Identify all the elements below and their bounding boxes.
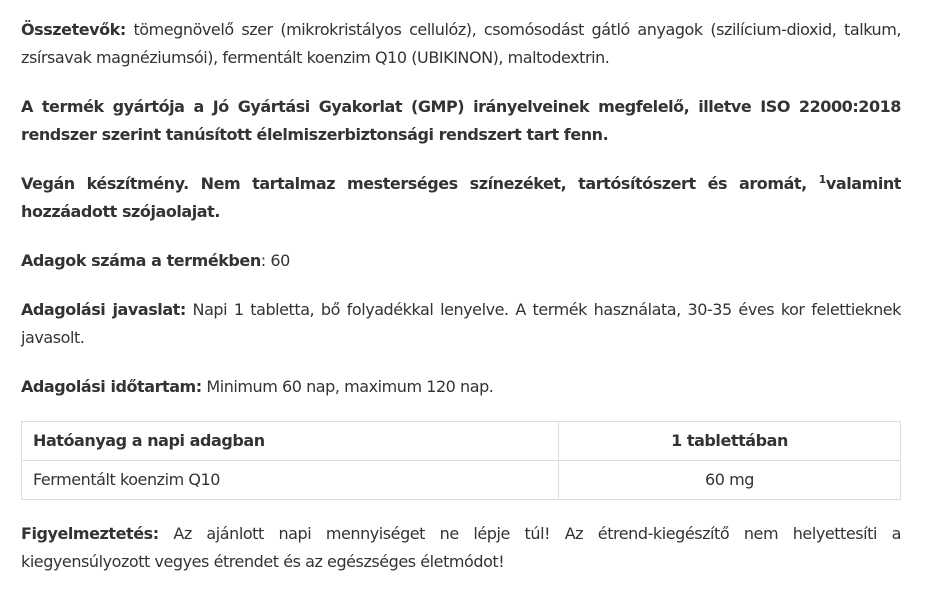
- ingredients-text: tömegnövelő szer (mikrokristályos cellulóz), csomósodást gátló anyagok (szilícium-dioxid, talkum, zsírsavak magnéziumsói), fermentált koenzim Q10 (UBIKINON), maltodextrin.: [21, 20, 901, 67]
- vegan-text: Vegán készítmény. Nem tartalmaz mesterséges színezéket, tartósítószert és aromát,: [21, 174, 819, 193]
- table-cell-amount: 60 mg: [559, 461, 901, 500]
- table-header-ingredient: Hatóanyag a napi adagban: [22, 422, 559, 461]
- ingredients-paragraph: [21, 16, 901, 72]
- active-ingredient-table: [21, 421, 901, 500]
- duration-paragraph: [21, 373, 901, 401]
- doses-value: : 60: [260, 251, 290, 270]
- ingredients-label: Összetevők:: [21, 20, 126, 39]
- table-header-amount: 1 tablettában: [559, 422, 901, 461]
- warning-paragraph: [21, 520, 901, 576]
- gmp-paragraph: A termék gyártója a Jó Gyártási Gyakorlat (GMP) irányelveinek megfelelő, illetve ISO 22000:2018 rendszer szerint tanúsított élelmiszerbiztonsági rendszert tart fenn.: [21, 97, 901, 144]
- footnote-marker: 1: [818, 173, 826, 186]
- doses-paragraph: [21, 247, 901, 275]
- warning-text: Az ajánlott napi mennyiséget ne lépje túl! Az étrend-kiegészítő nem helyettesíti a kiegyensúlyozott vegyes étrendet és az egészséges életmódot!: [21, 524, 901, 571]
- doses-label: Adagok száma a termékben: [21, 251, 261, 270]
- vegan-paragraph: [21, 170, 901, 226]
- table-row: [22, 461, 901, 500]
- table-cell-ingredient: Fermentált koenzim Q10: [22, 461, 559, 500]
- warning-label: Figyelmeztetés:: [21, 524, 159, 543]
- dosage-text: Napi 1 tabletta, bő folyadékkal lenyelve. A termék használata, 30-35 éves kor felettieknek javasolt.: [21, 300, 901, 347]
- dosage-label: Adagolási javaslat:: [21, 300, 186, 319]
- table-header-row: [22, 422, 901, 461]
- vegan-text-continued: valamint hozzáadott szójaolajat.: [21, 174, 901, 221]
- duration-text: Minimum 60 nap, maximum 120 nap.: [201, 377, 494, 396]
- dosage-paragraph: [21, 296, 901, 352]
- duration-label: Adagolási időtartam:: [21, 377, 202, 396]
